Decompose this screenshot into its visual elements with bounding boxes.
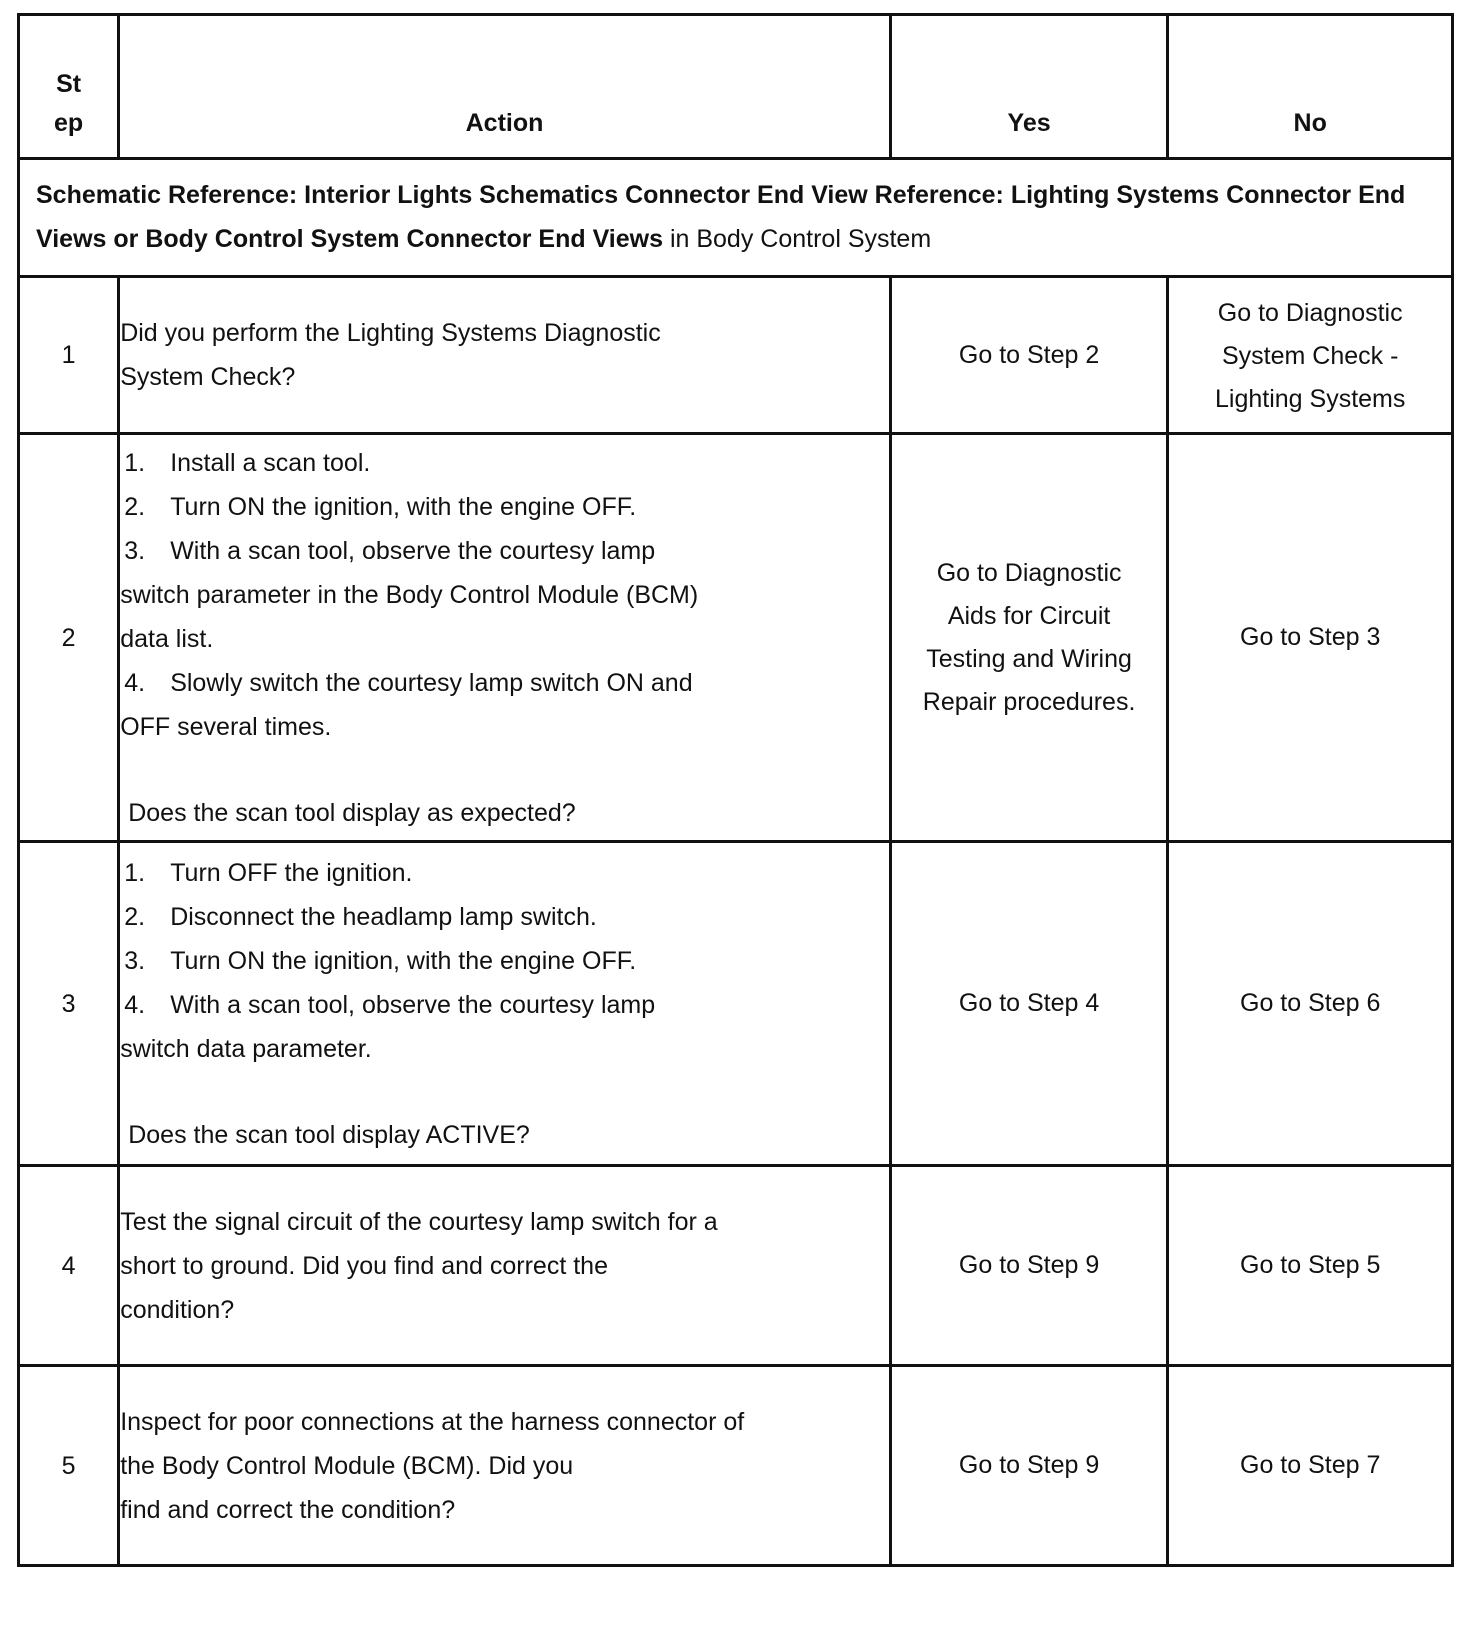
item-text: Turn ON the ignition, with the engine OFF. (170, 946, 637, 975)
yes-cell: Go to Step 9 (890, 1166, 1168, 1366)
yes-line: Repair procedures. (922, 687, 1136, 716)
action-cell (119, 1166, 891, 1366)
item-number: 3. (124, 536, 146, 565)
table-row (19, 434, 1453, 842)
action-item (120, 441, 889, 485)
item-number: 1. (124, 448, 146, 477)
action-line: the Body Control Module (BCM). Did you (120, 1451, 574, 1480)
no-cell: Go to Step 3 (1168, 434, 1453, 842)
item-number: 3. (124, 946, 146, 975)
header-step-line1: St (56, 70, 82, 98)
item-number: 1. (124, 858, 146, 887)
step-number: 3 (19, 842, 119, 1166)
action-line: Inspect for poor connections at the harness connector of (120, 1407, 745, 1436)
item-text: With a scan tool, observe the courtesy lamp (170, 536, 656, 565)
reference-bold-text: Schematic Reference: Interior Lights Schematics Connector End View Reference: Lighting Systems Connector End Views or Body Control System Connector End Views (36, 180, 1406, 253)
schematic-reference-row (19, 159, 1453, 277)
no-cell: Go to Step 5 (1168, 1166, 1453, 1366)
table-row (19, 1366, 1453, 1566)
reference-normal-text: in Body Control System (663, 224, 932, 253)
action-cell (119, 1366, 891, 1566)
action-line: find and correct the condition? (120, 1495, 456, 1524)
action-item (120, 485, 889, 529)
action-line: System Check? (120, 363, 296, 391)
no-cell: Go to Step 6 (1168, 842, 1453, 1166)
action-item (120, 661, 889, 705)
action-item-continued: switch parameter in the Body Control Module (BCM) (120, 580, 699, 609)
item-number: 2. (124, 902, 146, 931)
step-number: 1 (19, 277, 119, 434)
header-action: Action (119, 15, 891, 159)
action-cell (119, 434, 891, 842)
header-row (19, 15, 1453, 159)
item-text: Turn OFF the ignition. (170, 858, 413, 887)
item-text: Turn ON the ignition, with the engine OFF. (170, 492, 637, 521)
no-line: System Check - (1221, 342, 1399, 370)
action-line: short to ground. Did you find and correct the (120, 1251, 608, 1280)
action-item (120, 983, 889, 1027)
action-item-continued: data list. (120, 624, 214, 653)
yes-line: Go to Diagnostic (936, 558, 1122, 587)
action-cell (119, 277, 891, 434)
yes-cell: Go to Step 4 (890, 842, 1168, 1166)
action-item (120, 851, 889, 895)
no-line: Go to Diagnostic (1217, 299, 1403, 327)
item-number: 4. (124, 668, 146, 697)
diagnostic-table (17, 13, 1454, 1567)
yes-line: Aids for Circuit (947, 601, 1111, 630)
schematic-reference (19, 159, 1453, 277)
yes-cell: Go to Step 2 (890, 277, 1168, 434)
table-row (19, 277, 1453, 434)
action-question: Does the scan tool display as expected? (128, 798, 576, 827)
step-number: 5 (19, 1366, 119, 1566)
table-row (19, 1166, 1453, 1366)
action-item (120, 529, 889, 573)
action-line: condition? (120, 1295, 235, 1324)
table-row (19, 842, 1453, 1166)
item-text: Slowly switch the courtesy lamp switch ON and (170, 668, 693, 697)
step-number: 2 (19, 434, 119, 842)
header-no: No (1168, 15, 1453, 159)
action-line: Test the signal circuit of the courtesy lamp switch for a (120, 1207, 718, 1236)
no-cell: Go to Step 7 (1168, 1366, 1453, 1566)
item-number: 2. (124, 492, 146, 521)
no-cell (1168, 277, 1453, 434)
action-item (120, 939, 889, 983)
item-number: 4. (124, 990, 146, 1019)
action-question: Does the scan tool display ACTIVE? (128, 1120, 530, 1149)
item-text: With a scan tool, observe the courtesy lamp (170, 990, 656, 1019)
yes-cell: Go to Step 9 (890, 1366, 1168, 1566)
action-item-continued: switch data parameter. (120, 1034, 372, 1063)
action-cell (119, 842, 891, 1166)
header-step (19, 15, 119, 159)
action-line: Did you perform the Lighting Systems Diagnostic (120, 319, 661, 347)
yes-line: Testing and Wiring (926, 644, 1132, 673)
header-step-line2: ep (54, 109, 84, 137)
header-yes: Yes (890, 15, 1168, 159)
step-number: 4 (19, 1166, 119, 1366)
action-item-continued: OFF several times. (120, 712, 332, 741)
action-item (120, 895, 889, 939)
no-line: Lighting Systems (1215, 385, 1406, 413)
item-text: Install a scan tool. (170, 448, 371, 477)
item-text: Disconnect the headlamp lamp switch. (170, 902, 597, 931)
yes-cell (890, 434, 1168, 842)
